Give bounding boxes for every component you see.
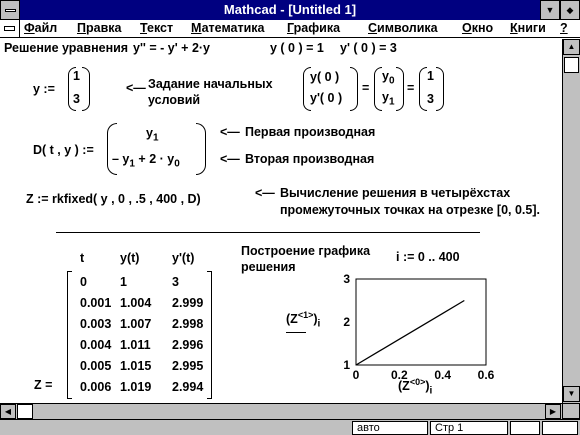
menu-item-label: айл <box>34 21 58 35</box>
plot-title-2: решения <box>241 260 296 274</box>
init-comment-2: условий <box>148 93 201 107</box>
menu-item-accelerator: Ф <box>24 21 35 35</box>
equation: y'' = - y' + 2·y <box>133 41 211 55</box>
val-vector-1: 3 <box>427 92 434 106</box>
first-derivative-comment: Первая производная <box>245 125 376 139</box>
Z-comment-1: Вычисление решения в четырёхстах <box>280 186 511 200</box>
restore-icon: ◆ <box>566 5 574 15</box>
table-left-bracket <box>67 271 72 399</box>
D-definition: D( t , y ) := <box>33 143 94 157</box>
scroll-left-button[interactable] <box>0 404 16 419</box>
plot-y-label-underline <box>286 332 306 333</box>
y-definition: y := <box>33 82 55 96</box>
solution-plot <box>330 273 500 379</box>
table-cell: 0.006 <box>80 380 112 394</box>
menu-bar <box>0 20 580 38</box>
table-cell: 2.999 <box>172 296 204 310</box>
table-cell: 1.015 <box>120 359 152 373</box>
menu-item-label: екст <box>147 21 174 35</box>
sym-y0: $y_0$ <box>382 69 395 87</box>
menu-item-label: рафика <box>293 21 341 35</box>
menu-item-label: кно <box>471 21 494 35</box>
Z-label: Z = <box>34 378 53 392</box>
cond-label-0: y( 0 ) <box>310 70 340 84</box>
window-title: Mathcad - [Untitled 1] <box>223 2 357 17</box>
table-cell: 1.004 <box>120 296 152 310</box>
table-cell: 0.001 <box>80 296 112 310</box>
menu-item-label: атематика <box>201 21 265 35</box>
menu-item-accelerator: О <box>462 21 472 35</box>
plot-x-label: $(Z^{<0>})_i$ <box>398 377 433 397</box>
horizontal-scrollbar[interactable] <box>0 403 562 419</box>
range-definition: i := 0 .. 400 <box>396 250 460 264</box>
heading-text: Решение уравнения <box>4 41 129 55</box>
scroll-corner <box>562 403 580 419</box>
minimize-button[interactable] <box>540 0 560 20</box>
D-row-1: $y_1$ <box>146 126 159 144</box>
init-comment-1: Задание начальных <box>148 77 273 91</box>
document-menu-button[interactable] <box>0 20 20 38</box>
menu-item-5[interactable] <box>368 21 438 35</box>
menu-item-accelerator: С <box>368 21 378 35</box>
val-vector-right-paren <box>436 67 444 111</box>
menu-item-accelerator: М <box>191 21 202 35</box>
sym-vector-right-paren <box>396 67 404 111</box>
menu-item-8[interactable] <box>560 21 568 35</box>
table-cell: 0.003 <box>80 317 112 331</box>
initial-condition-2: y' ( 0 ) = 3 <box>340 41 397 55</box>
table-cell: 1 <box>120 275 127 289</box>
menu-item-7[interactable] <box>510 21 546 35</box>
scroll-right-button[interactable] <box>545 404 561 419</box>
menu-item-3[interactable] <box>191 21 265 35</box>
plot-title-1: Построение графика <box>241 244 371 258</box>
status-cell-empty-2 <box>542 421 578 435</box>
table-cell: 2.994 <box>172 380 204 394</box>
table-right-bracket <box>207 271 212 399</box>
minimize-icon: ▼ <box>545 5 555 15</box>
x-tick-label: 0.6 <box>477 368 495 379</box>
horizontal-scroll-thumb[interactable] <box>17 404 33 419</box>
table-cell: 2.998 <box>172 317 204 331</box>
arrow-icon: <— <box>255 186 275 200</box>
table-header-y: y(t) <box>120 251 140 265</box>
page-status: Стр 1 <box>430 421 508 435</box>
table-cell: 0.005 <box>80 359 112 373</box>
y-vector-1: 3 <box>73 92 80 106</box>
table-cell: 2.996 <box>172 338 204 352</box>
table-cell: 1.019 <box>120 380 152 394</box>
D-right-paren <box>196 123 206 175</box>
menu-item-accelerator: Г <box>287 21 294 35</box>
D-row-2: – $y_1 + 2 \cdot y_0$ <box>112 152 180 170</box>
val-vector-left-paren <box>419 67 427 111</box>
status-cell-empty-1 <box>510 421 540 435</box>
menu-item-accelerator: П <box>77 21 86 35</box>
vertical-scrollbar[interactable] <box>562 39 580 403</box>
sym-y1: $y_1$ <box>382 90 395 108</box>
title-bar <box>0 0 580 20</box>
menu-item-label: ниги <box>517 21 546 35</box>
table-header-dy: y'(t) <box>172 251 195 265</box>
menu-item-accelerator: Т <box>140 21 148 35</box>
equals-sign-2: = <box>407 81 415 95</box>
y-vector-0: 1 <box>73 69 80 83</box>
equals-sign-1: = <box>362 81 370 95</box>
x-tick-label: 0.4 <box>434 368 452 379</box>
y-tick-label: 2 <box>343 315 350 329</box>
table-cell: 0.004 <box>80 338 112 352</box>
arrow-down-icon: ▼ <box>567 389 576 398</box>
menu-item-label: имволика <box>377 21 438 35</box>
menu-item-0[interactable] <box>24 21 57 35</box>
calc-mode-status: авто <box>352 421 428 435</box>
scroll-down-button[interactable] <box>563 386 580 402</box>
initial-condition-1: y ( 0 ) = 1 <box>270 41 324 55</box>
table-cell: 0 <box>80 275 87 289</box>
menu-item-4[interactable] <box>287 21 340 35</box>
y-tick-label: 1 <box>343 358 350 372</box>
table-cell: 3 <box>172 275 179 289</box>
cond-label-1: y'( 0 ) <box>310 91 343 105</box>
scroll-up-button[interactable] <box>563 39 580 55</box>
menu-item-accelerator: К <box>510 21 518 35</box>
y-vector-right-paren <box>82 67 90 111</box>
val-vector-0: 1 <box>427 69 434 83</box>
document-menu-icon <box>4 26 15 31</box>
Z-comment-2: промежуточных точках на отрезке [0, 0.5]. <box>280 203 540 217</box>
status-bar <box>0 419 580 435</box>
solution-curve <box>356 301 464 366</box>
menu-item-1[interactable] <box>77 21 121 35</box>
x-tick-label: 0 <box>352 368 360 379</box>
worksheet[interactable] <box>0 39 562 403</box>
arrow-up-icon: ▲ <box>567 42 576 51</box>
arrow-icon: <— <box>220 125 240 139</box>
cond-vector-right-paren <box>350 67 358 111</box>
table-cell: 1.007 <box>120 317 152 331</box>
Z-definition: Z := rkfixed( y , 0 , .5 , 400 , D) <box>26 192 201 206</box>
menu-item-2[interactable] <box>140 21 173 35</box>
table-header-t: t <box>80 251 85 265</box>
plot-frame <box>356 279 486 365</box>
x-tick-label: 0.2 <box>390 368 408 379</box>
table-cell: 2.995 <box>172 359 204 373</box>
plot-y-label: $(Z^{<1>})_i$ <box>286 310 321 330</box>
arrow-left-icon: ◀ <box>4 407 12 416</box>
sym-vector-left-paren <box>374 67 382 111</box>
menu-item-label: равка <box>85 21 122 35</box>
menu-item-accelerator: ? <box>560 21 568 35</box>
second-derivative-comment: Вторая производная <box>245 152 375 166</box>
table-cell: 1.011 <box>120 338 151 352</box>
y-tick-label: 3 <box>343 273 350 286</box>
arrow-icon: <— <box>126 81 146 95</box>
vertical-scroll-thumb[interactable] <box>564 57 579 73</box>
arrow-icon: <— <box>220 152 240 166</box>
maximize-button[interactable] <box>560 0 580 20</box>
arrow-right-icon: ▶ <box>549 407 557 416</box>
separator-line <box>56 232 480 233</box>
menu-item-6[interactable] <box>462 21 493 35</box>
